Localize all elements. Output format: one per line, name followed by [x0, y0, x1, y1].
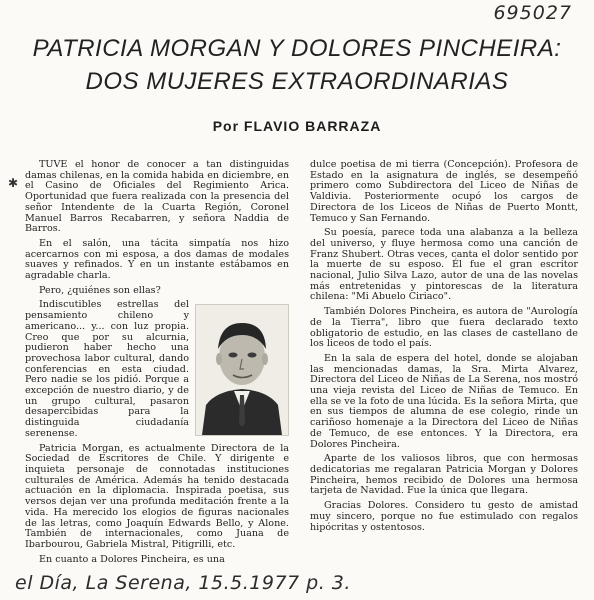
portrait-image	[196, 305, 288, 435]
paragraph: Pero, ¿quiénes son ellas?	[39, 284, 161, 296]
paragraph: En el salón, una tácita simpatía nos hizo acercarnos con mi esposa, a dos damas de modales suaves y refinados. Y en un instante estábamos en agradable charla.	[25, 237, 289, 282]
portrait-photo	[195, 304, 289, 436]
paragraph: Su poesía, parece toda una alabanza a la belleza del universo, y fluye hermosa como una canción de Franz Shubert. Otras veces, canta el dolor sentido por la muerte de su esposo. Él fue el gran escritor nacional, Julio Silva Lazo, autor de una de las novelas más entretenidas y pintorescas de la literatura chilena: "Mi Abuelo Ciriaco".	[310, 227, 578, 303]
paragraph: Indiscutibles estrellas del pensamiento chileno y americano... y... con luz propia. Creo que por su alcurnia, pudieron haber hecho una provechosa labor cultural, dando conferencias en esta ciudad. Pero nadie se los pidió. Porque a excepción de nuestro diario, y de un grupo cultural, pasaron desapercibidas para la distinguida ciudadanía serenense.	[25, 299, 189, 439]
headline	[0, 32, 594, 98]
byline: Por FLAVIO BARRAZA	[212, 118, 382, 134]
archive-number: 695027	[493, 2, 572, 24]
paragraph-mark-icon: ✱	[8, 176, 19, 190]
paragraph: dulce poetisa de mi tierra (Concepción). Profesora de Estado en la asignatura de inglés, se desempeñó primero como Subdirectora del Liceo de Niñas de Valdivia. Posteriormente ocupó los cargos de Directora de los Liceos de Niñas de Puerto Montt, Temuco y San Fernando.	[310, 159, 578, 224]
paragraph: Aparte de los valiosos libros, que con hermosas dedicatorias me regalaran Patricia Morgan y Dolores Pincheira, hemos recibido de Dolores una hermosa tarjeta de Navidad. Fue la única que llegara.	[310, 453, 578, 497]
paragraph: TUVE el honor de conocer a tan distinguidas damas chilenas, en la comida habida en diciembre, en el Casino de Oficiales del Regimiento Arica. Oportunidad que fuera realizada con la presencia del señor Intendente de la Cuarta Región, Coronel Manuel Barros Recabarren, y señora Naddia de Barros.	[25, 159, 289, 235]
paragraph: Patricia Morgan, es actualmente Directora de la Sociedad de Escritores de Chile. Y dirigente e inquieta personaje de connotadas instituciones culturales de América. Además ha tenido destacada actuación en la diplomacia. Inspirada poetisa, sus versos dejan ver una profunda meditación frente a la vida. Ha merecido los elogios de figuras nacionales de las letras, como Joaquín Edwards Bello, y Alone. También de internacionales, como Juana de Ibarbourou, Gabriela Mistral, Pitigrilli, etc.	[25, 442, 289, 550]
headline-line-2: DOS MUJERES EXTRAORDINARIAS	[85, 68, 509, 95]
right-column	[310, 160, 578, 537]
handwritten-source-note: el Día, La Serena, 15.5.1977 p. 3.	[15, 572, 351, 594]
paragraph: En la sala de espera del hotel, donde se alojaban las mencionadas damas, la Sra. Mirta Alvarez, Directora del Liceo de Niñas de La Serena, nos mostró una vieja revista del Liceo de Niñas de Temuco. En ella se ve la foto de una lúcida. Es la señora Mirta, que en sus tiempos de alumna de ese colegio, rinde un cariñoso homenaje a la Directora del Liceo de Niñas de Temuco, de ese entonces. Y la Directora, era Dolores Pincheira.	[310, 352, 578, 450]
paragraph: En cuanto a Dolores Pincheira, es una	[39, 553, 225, 565]
left-column	[25, 160, 289, 569]
headline-line-1: PATRICIA MORGAN Y DOLORES PINCHEIRA:	[32, 35, 562, 62]
paragraph: Gracias Dolores. Considero tu gesto de amistad muy sincero, porque no fue estimulado con regalos hipócritas y ostentosos.	[310, 500, 578, 533]
paragraph: También Dolores Pincheira, es autora de "Aurología de la Tierra", libro que fuera declarado texto obligatorio de estudio, en las clases de castellano de los liceos de todo el país.	[310, 306, 578, 350]
